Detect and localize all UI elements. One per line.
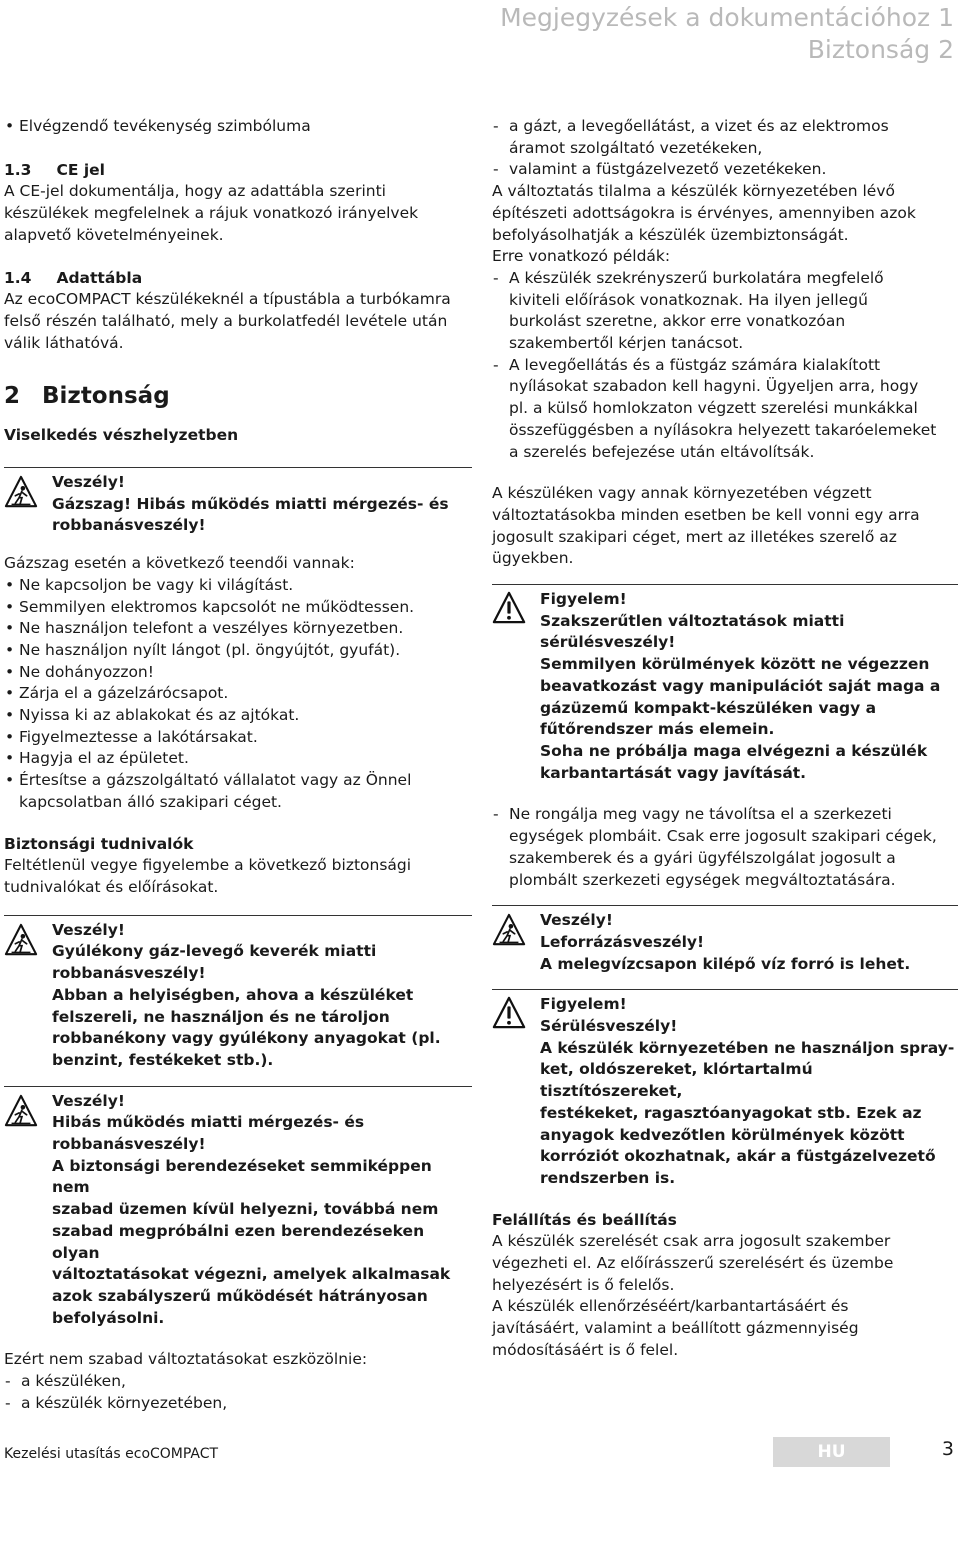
page-number: 3 — [941, 1438, 954, 1460]
paragraph-contractor — [492, 483, 958, 570]
warning-line: Leforrázásveszély! — [540, 932, 705, 951]
caution-improper-changes — [492, 584, 958, 784]
person-hazard-warning-icon — [492, 913, 526, 947]
warning-line: gázüzemű kompakt-készüléken vagy a — [540, 698, 877, 717]
warning-line: Sérülésveszély! — [540, 1017, 678, 1036]
warning-gas-smell — [4, 467, 472, 537]
warning-line: felszereli, ne használjon és ne tároljon — [52, 1007, 390, 1026]
warning-line: benzint, festékeket stb.). — [52, 1050, 274, 1069]
list-item-line: Ne rongálja meg vagy ne távolítsa el a szerkezeti — [509, 805, 892, 824]
section-number: 1.4 — [4, 268, 32, 287]
warning-line: ket, oldószereket, klórtartalmú tisztítószereket, — [540, 1060, 813, 1101]
warning-line: beavatkozást vagy manipulációt saját maga a — [540, 676, 941, 695]
emergency-heading: Viselkedés vészhelyzetben — [4, 426, 239, 445]
caution-chemicals — [492, 989, 958, 1189]
person-hazard-warning-icon — [4, 475, 38, 509]
safety-line: tudnivalókat és előírásokat. — [4, 877, 219, 896]
list-item — [492, 804, 958, 891]
gas-steps-list — [4, 575, 472, 814]
list-item-line: A készülék szekrényszerű burkolatára megfelelő — [509, 268, 884, 287]
safety-heading: Biztonsági tudnivalók — [4, 834, 194, 853]
list-item-line: áramot szolgáltató vezetékeken, — [509, 138, 763, 157]
list-item: - a készüléken, — [4, 1371, 472, 1393]
chapter-number: 2 — [4, 383, 21, 410]
gas-intro: Gázszag esetén a következő teendői vannak: — [4, 554, 355, 573]
warning-line: Hibás működés miatti mérgezés- és — [52, 1113, 365, 1132]
list-item: - valamint a füstgázelvezető vezetékeken. — [492, 159, 958, 181]
list-item-line: szakemberek és a gyári ügyfélszolgálat jogosult a — [509, 848, 896, 867]
chapter-title: Biztonság — [42, 383, 170, 410]
language-badge: HU — [773, 1437, 890, 1467]
list-item: • Nyissa ki az ablakokat és az ajtókat. — [4, 705, 472, 727]
warning-line: Szakszerűtlen változtatások miatti — [540, 611, 845, 630]
list-item: • Semmilyen elektromos kapcsolót ne működtessen. — [4, 597, 472, 619]
list-item-line: kapcsolatban álló szakipari céget. — [19, 792, 282, 811]
list-item — [4, 770, 472, 813]
warning-line: karbantartását vagy javítását. — [540, 763, 807, 782]
section-number: 1.3 — [4, 160, 32, 179]
warning-scalding — [492, 905, 958, 975]
list-item-line: Értesítse a gázszolgáltató vállalatot vagy az Önnel — [19, 771, 412, 790]
warning-line: A biztonsági berendezéseket semmiképpen nem — [52, 1156, 432, 1197]
warning-line: festékeket, ragasztóanyagokat stb. Ezek az — [540, 1103, 922, 1122]
list-item-line: a gázt, a levegőellátást, a vizet és az elektromos — [509, 117, 889, 135]
list-item — [492, 355, 958, 464]
paragraph-line: építészeti adottságokra is érvényes, amennyiben azok — [492, 203, 916, 222]
warning-label: Veszély! — [52, 473, 125, 492]
paragraph-line: helyezésért is ő felelős. — [492, 1275, 675, 1294]
list-item-line: a szerelés befejezése után eltávolítsák. — [509, 442, 815, 461]
list-item: • Ne dohányozzon! — [4, 662, 472, 684]
warning-line: A készülék környezetében ne használjon spray- — [540, 1038, 955, 1057]
warning-line: A melegvízcsapon kilépő víz forró is lehet. — [540, 954, 911, 973]
list-item: • Figyelmeztesse a lakótársakat. — [4, 727, 472, 749]
paragraph-line: javításáért, valamint a beállított gázmennyiség — [492, 1319, 859, 1338]
section-title: CE jel — [56, 160, 105, 179]
warning-line: rendszerben is. — [540, 1168, 676, 1187]
warning-line: Abban a helyiségben, ahova a készüléket — [52, 985, 414, 1004]
list-item: • Zárja el a gázelzárócsapot. — [4, 683, 472, 705]
paragraph-line: A készülék ellenőrzéséért/karbantartásáért és — [492, 1297, 849, 1316]
list-item-line: egységek plombáit. Csak erre jogosult szakipari cégek, — [509, 827, 937, 846]
right-column — [492, 116, 958, 1362]
list-item-line: pl. a külső homlokzaton végzett szerelési munkákkal — [509, 399, 918, 418]
list-item-line: A levegőellátás és a füstgáz számára kialakított — [509, 355, 881, 374]
person-hazard-warning-icon — [4, 1094, 38, 1128]
warning-line: szabad üzemen kívül helyezni, továbbá nem — [52, 1200, 439, 1219]
paragraph-line: végezheti el. Az előírásszerű szerelésért és üzembe — [492, 1254, 894, 1273]
left-column — [4, 116, 472, 1414]
section-title: Adattábla — [56, 268, 143, 287]
paragraph-line: A készüléken vagy annak környezetében végzett — [492, 484, 872, 503]
paragraph-line: A készülék szerelését csak arra jogosult szakember — [492, 1232, 891, 1251]
chapter-heading — [4, 382, 472, 410]
warning-line: robbanékony vagy gyúlékony anyagokat (pl. — [52, 1029, 441, 1048]
exclamation-warning-icon — [492, 591, 526, 625]
warning-line: anyagok kedvezőtlen körülmények között — [540, 1125, 905, 1144]
list-item: • Hagyja el az épületet. — [4, 748, 472, 770]
warning-label: Figyelem! — [540, 995, 627, 1014]
warning-line: robbanásveszély! — [52, 964, 206, 983]
person-hazard-warning-icon — [4, 923, 38, 957]
warning-label: Veszély! — [540, 911, 613, 930]
warning-explosive-mixture — [4, 915, 472, 1072]
section-text: A CE-jel dokumentálja, hogy az adattábla szerinti készülékek megfelelnek a rájuk vonatkozó irányelvek alapvető követelményeinek. — [4, 182, 419, 244]
warning-line: Gyúlékony gáz-levegő keverék miatti — [52, 942, 377, 961]
warning-safety-devices — [4, 1086, 472, 1330]
header-chapter-1: Megjegyzések a dokumentációhoz 1 — [500, 3, 954, 32]
list-item-line: szakembertől kérjen tanácsot. — [509, 334, 744, 353]
list-item-line: nyílásokat szabadon kell hagyni. Ügyeljen arra, hogy — [509, 377, 919, 396]
list-item: • Ne használjon nyílt lángot (pl. öngyújtót, gyufát). — [4, 640, 472, 662]
warning-line: változtatásokat végezni, amelyek alkalmasak — [52, 1265, 451, 1284]
section-heading — [4, 268, 472, 290]
warning-line: azok szabályszerű működését hátrányosan — [52, 1286, 428, 1305]
list-item: • Ne kapcsoljon be vagy ki világítást. — [4, 575, 472, 597]
section-1-3 — [4, 160, 472, 247]
paragraph-line: jogosult szakipari céget, mert az illetékes szerelő az — [492, 527, 897, 546]
paragraph-line: befolyásolhatják a készülék üzembiztonságát. — [492, 225, 849, 244]
exclamation-warning-icon — [492, 996, 526, 1030]
section-heading — [4, 160, 472, 182]
warning-label: Veszély! — [52, 920, 125, 939]
changes-intro: Ezért nem szabad változtatásokat eszközölnie: — [4, 1350, 368, 1369]
header-chapter-2: Biztonság 2 — [807, 35, 954, 64]
list-item — [492, 116, 958, 159]
list-item: - a készülék környezetében, — [4, 1393, 472, 1415]
list-item-line: burkolást szeretne, akkor erre vonatkozóan — [509, 312, 846, 331]
paragraph-line: A változtatás tilalma a készülék környezetében lévő — [492, 182, 895, 201]
list-item-line: plombált szerkezeti egységek megváltoztatására. — [509, 870, 896, 889]
list-item-line: összefüggésben a nyílásokra helyezett takaróelemeket — [509, 420, 937, 439]
footer-document-title: Kezelési utasítás ecoCOMPACT — [4, 1446, 219, 1462]
warning-line: sérülésveszély! — [540, 633, 676, 652]
warning-line: szabad megpróbálni ezen berendezéseken olyan — [52, 1221, 425, 1262]
warning-label: Veszély! — [52, 1091, 125, 1110]
safety-line: Feltétlenül vegye figyelembe a következő biztonsági — [4, 856, 412, 875]
paragraph-line: módosításáért is ő felel. — [492, 1340, 679, 1359]
warning-line: robbanásveszély! — [52, 516, 206, 535]
paragraph-line: változtatásokba minden esetben be kell vonni egy arra — [492, 505, 920, 524]
section-text: Az ecoCOMPACT készülékeknél a típustábla a turbókamra felső részén található, mely a burkolatfedél levétele után válik láthatóvá. — [4, 290, 451, 352]
list-item: • Ne használjon telefont a veszélyes környezetben. — [4, 618, 472, 640]
warning-line: robbanásveszély! — [52, 1135, 206, 1154]
action-symbol-note: • Elvégzendő tevékenység szimbóluma — [4, 116, 472, 138]
warning-line: befolyásolni. — [52, 1308, 165, 1327]
section-1-4 — [4, 268, 472, 355]
warning-line: Gázszag! Hibás működés miatti mérgezés- és — [52, 494, 449, 513]
warning-line: korróziót okozhatnak, akár a füstgázelvezető — [540, 1147, 936, 1166]
list-item — [492, 268, 958, 355]
warning-line: fűtőrendszer más elemein. — [540, 720, 775, 739]
paragraph-line: Erre vonatkozó példák: — [492, 247, 671, 266]
list-item-line: kiviteli előírások vonatkoznak. Ha ilyen jellegű — [509, 290, 868, 309]
setup-heading: Felállítás és beállítás — [492, 1210, 677, 1229]
warning-line: Soha ne próbálja maga elvégezni a készülék — [540, 741, 928, 760]
warning-label: Figyelem! — [540, 590, 627, 609]
warning-line: Semmilyen körülmények között ne végezzen — [540, 655, 930, 674]
paragraph-line: ügyekben. — [492, 549, 574, 568]
